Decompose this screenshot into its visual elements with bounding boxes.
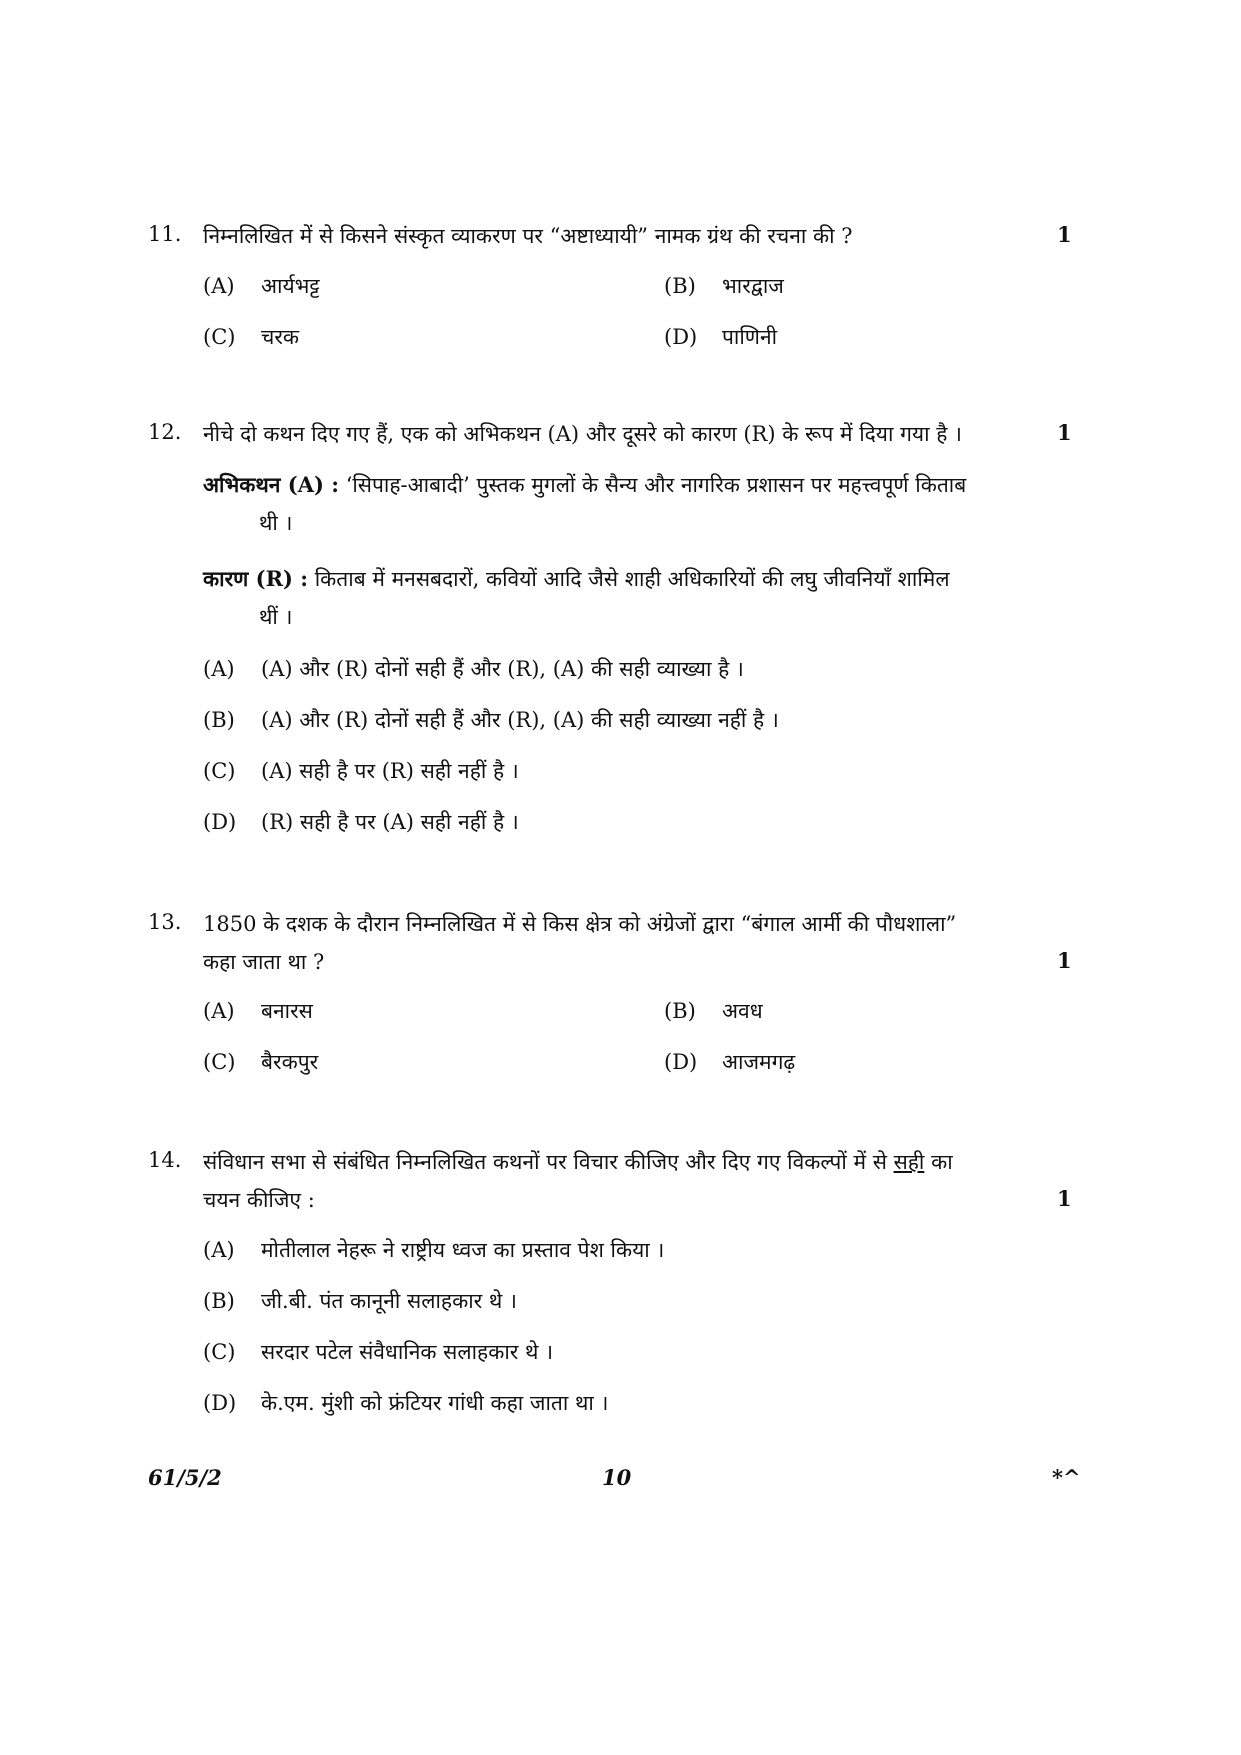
option-label: (B) <box>203 1289 235 1313</box>
assertion-text: ‘सिपाह-आबादी’ पुस्तक मुगलों के सैन्य और नागरिक प्रशासन पर महत्त्वपूर्ण किताब <box>345 473 967 497</box>
q11-option-c <box>203 323 299 351</box>
option-label: (D) <box>664 325 698 349</box>
q14-option-a <box>203 1236 664 1264</box>
reason-continuation: थीं । <box>259 605 293 629</box>
assertion-block <box>203 466 1063 542</box>
q12-option-b <box>203 706 779 734</box>
question-14-number: 14. <box>148 1148 182 1172</box>
option-label: (B) <box>664 999 696 1023</box>
question-13-marks: 1 <box>1057 948 1072 973</box>
q14-option-d <box>203 1389 608 1417</box>
question-13-text-line2: कहा जाता था ? <box>203 950 325 974</box>
option-text: बैरकपुर <box>261 1050 319 1074</box>
question-13-text-line1: 1850 के दशक के दौरान निम्नलिखित में से किस क्षेत्र को अंग्रेजों द्वारा “बंगाल आर्मी की पौधशाला” <box>203 912 957 936</box>
q13-option-a <box>203 997 313 1025</box>
option-text: सरदार पटेल संवैधानिक सलाहकार थे । <box>261 1340 554 1364</box>
paper-code: 61/5/2 <box>148 1465 222 1490</box>
option-text: आजमगढ़ <box>722 1050 796 1074</box>
option-text: पाणिनी <box>722 325 778 349</box>
option-label: (A) <box>203 657 235 681</box>
option-text: मोतीलाल नेहरू ने राष्ट्रीय ध्वज का प्रस्ताव पेश किया । <box>261 1238 665 1262</box>
q13-option-d <box>664 1048 795 1076</box>
option-text: (R) सही है पर (A) सही नहीं है । <box>261 810 519 834</box>
q11-option-a <box>203 272 320 300</box>
option-label: (B) <box>203 708 235 732</box>
question-14-text-line1 <box>203 1148 953 1176</box>
q13-option-c <box>203 1048 318 1076</box>
q13-option-b <box>664 997 763 1025</box>
option-label: (C) <box>203 1050 236 1074</box>
option-label: (D) <box>203 810 237 834</box>
option-label: (B) <box>664 274 696 298</box>
question-14-marks: 1 <box>1057 1186 1072 1211</box>
option-text: अवध <box>722 999 763 1023</box>
reason-label: कारण (R) : <box>203 566 309 591</box>
q14-text-before: संविधान सभा से संबंधित निम्नलिखित कथनों पर विचार कीजिए और दिए गए विकल्पों में से <box>203 1150 887 1174</box>
option-text: जी.बी. पंत कानूनी सलाहकार थे । <box>261 1289 517 1313</box>
option-label: (A) <box>203 1238 235 1262</box>
assertion-continuation: थी । <box>259 511 293 535</box>
option-text: के.एम. मुंशी को फ्रंटियर गांधी कहा जाता था । <box>261 1391 609 1415</box>
question-11-marks: 1 <box>1057 222 1072 247</box>
option-label: (D) <box>664 1050 698 1074</box>
question-12-number: 12. <box>148 420 182 444</box>
assertion-label: अभिकथन (A) : <box>203 472 339 497</box>
option-label: (D) <box>203 1391 237 1415</box>
option-label: (A) <box>203 999 235 1023</box>
question-13-number: 13. <box>148 910 182 934</box>
option-text: आर्यभट्ट <box>261 274 320 298</box>
option-label: (C) <box>203 325 236 349</box>
option-text: चरक <box>261 325 300 349</box>
reason-block <box>203 560 1063 636</box>
q12-option-c <box>203 757 519 785</box>
question-12-text: नीचे दो कथन दिए गए हैं, एक को अभिकथन (A) और दूसरे को कारण (R) के रूप में दिया गया है । <box>203 422 962 446</box>
question-11-number: 11. <box>148 222 182 246</box>
q11-option-d <box>664 323 777 351</box>
option-label: (C) <box>203 1340 236 1364</box>
option-text: भारद्वाज <box>722 274 784 298</box>
q11-option-b <box>664 272 784 300</box>
question-14-text-line2: चयन कीजिए : <box>203 1188 315 1212</box>
question-11-text: निम्नलिखित में से किसने संस्कृत व्याकरण पर “अष्टाध्यायी” नामक ग्रंथ की रचना की ? <box>203 224 853 248</box>
option-text: (A) और (R) दोनों सही हैं और (R), (A) की सही व्याख्या नहीं है । <box>261 708 779 732</box>
q14-option-c <box>203 1338 553 1366</box>
reason-text: किताब में मनसबदारों, कवियों आदि जैसे शाही अधिकारियों की लघु जीवनियाँ शामिल <box>314 567 950 591</box>
option-text: बनारस <box>261 999 313 1023</box>
question-12-marks: 1 <box>1057 420 1072 445</box>
option-label: (A) <box>203 274 235 298</box>
footer-mark: *^ <box>1052 1465 1081 1490</box>
q14-option-b <box>203 1287 517 1315</box>
q14-text-after: का <box>931 1150 953 1174</box>
option-text: (A) सही है पर (R) सही नहीं है । <box>261 759 519 783</box>
q12-option-d <box>203 808 519 836</box>
option-label: (C) <box>203 759 236 783</box>
q12-option-a <box>203 655 744 683</box>
q14-underlined-word: सही <box>893 1150 925 1174</box>
page-number: 10 <box>602 1465 632 1490</box>
option-text: (A) और (R) दोनों सही हैं और (R), (A) की सही व्याख्या है । <box>261 657 744 681</box>
